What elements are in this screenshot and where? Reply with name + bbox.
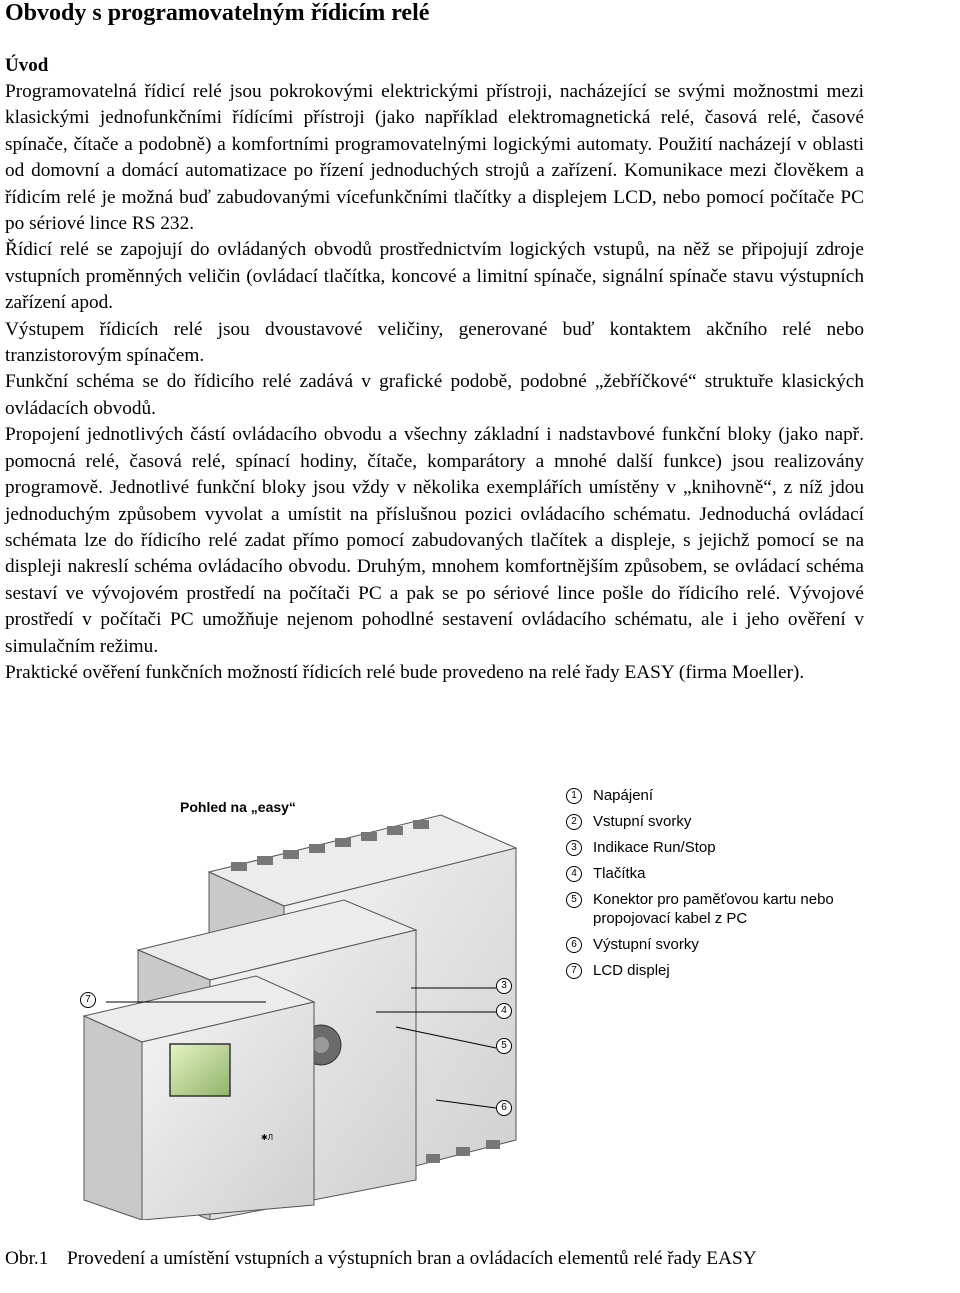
callout-3: 3 <box>496 978 512 994</box>
callout-7: 7 <box>80 992 96 1008</box>
paragraph-schema: Funkční schéma se do řídicího relé zadává v grafické podobě, podobné „žebříčkové“ struktuře klasických ovládacích obvodů. <box>5 371 864 419</box>
legend-label: Napájení <box>593 787 654 804</box>
figure-legend <box>566 786 896 987</box>
run-stop-indicator-front: ✱Л <box>261 1133 273 1142</box>
legend-number: 3 <box>566 840 582 856</box>
legend-label: LCD displej <box>593 962 670 979</box>
figure-title: Pohled na „easy“ <box>180 799 296 815</box>
caption-text: Provedení a umístění vstupních a výstupních bran a ovládacích elementů relé řady EASY <box>67 1248 757 1269</box>
legend-item <box>566 786 896 805</box>
legend-number: 2 <box>566 814 582 830</box>
callout-6: 6 <box>496 1100 512 1116</box>
legend-number: 7 <box>566 963 582 979</box>
legend-label: Konektor pro paměťovou kartu nebo propojovací kabel z PC <box>593 891 834 927</box>
page-title: Obvody s programovatelným řídicím relé <box>5 0 430 26</box>
legend-number: 4 <box>566 866 582 882</box>
legend-item <box>566 961 896 980</box>
legend-item <box>566 812 896 831</box>
paragraph-outputs: Výstupem řídicích relé jsou dvoustavové veličiny, generované buď kontaktem akčního relé nebo tranzistorovým spínačem. <box>5 318 864 367</box>
figure-caption <box>5 1246 855 1272</box>
legend-item <box>566 864 896 883</box>
callout-4: 4 <box>496 1003 512 1019</box>
legend-item <box>566 838 896 857</box>
legend-label: Vstupní svorky <box>593 813 692 830</box>
legend-number: 1 <box>566 788 582 804</box>
legend-label: Tlačítka <box>593 865 646 882</box>
legend-item <box>566 935 896 954</box>
paragraph-easy: Praktické ověření funkčních možností řídicích relé bude provedeno na relé řady EASY (firma Moeller). <box>5 661 805 683</box>
legend-label: Výstupní svorky <box>593 936 699 953</box>
easy-relay-figure <box>76 780 894 1220</box>
legend-label: Indikace Run/Stop <box>593 839 716 856</box>
lcd-display-front <box>170 1044 230 1096</box>
paragraph-intro: Programovatelná řídicí relé jsou pokrokovými elektrickými přístroji, nacházející se svými možnostmi mezi klasickými jednofunkčními řídícími přístroji (jako například elektromagnetická relé, časová relé, časové spínače, čítače a podobně) a komfortními programovatelnými logickými automaty. Použití nacházejí v oblasti od domovní a domácí automatizace po řízení jednoduchých strojů a zařízení. Komunikace mezi člověkem a řídicím relé je možná buď zabudovanými vícefunkčními tlačítky a displejem LCD, nebo pomocí počítače PC po sériové lince RS 232. <box>5 81 864 235</box>
legend-number: 6 <box>566 937 582 953</box>
relay-unit-front <box>84 976 314 1220</box>
legend-number: 5 <box>566 892 582 908</box>
body-text <box>5 79 864 686</box>
paragraph-inputs: Řídicí relé se zapojují do ovládaných obvodů prostřednictvím logických vstupů, na něž se připojují zdroje vstupních proměnných veličin (ovládací tlačítka, koncové a limitní spínače, signální spínače stavu výstupních zařízení apod. <box>5 239 864 314</box>
caption-label: Obr.1 <box>5 1248 49 1269</box>
paragraph-blocks: Propojení jednotlivých částí ovládacího obvodu a všechny základní i nadstavbové funkční bloky (jako např. pomocná relé, časová relé, spínací hodiny, čítače, komparátory a mnohé další funkce) jsou realizovány programově. Jednotlivé funkční bloky jsou vždy v několika exemplářích umístěny v „knihovně“, z níž jdou jednoduchým způsobem vyvolat a umístit na příslušnou pozici ovládacího schématu. Jednoduchá ovládací schémata lze do řídicího relé zadat přímo pomocí zabudovaných tlačítek a displeje, s jejichž pomocí se na displeji nakreslí schéma ovládacího obvodu. Druhým, mnohem komfortnějším způsobem, se ovládací schéma sestaví ve vývojovém prostředí na počítači PC a pak se po sériové lince pošle do řídicího relé. Vývojové prostředí v počítači PC umožňuje nejenom pohodlné sestavení ovládacího schématu, ale i jeho ověření v simulačním režimu. <box>5 424 864 657</box>
callout-5: 5 <box>496 1038 512 1054</box>
section-heading: Úvod <box>5 55 49 76</box>
legend-item <box>566 890 896 928</box>
